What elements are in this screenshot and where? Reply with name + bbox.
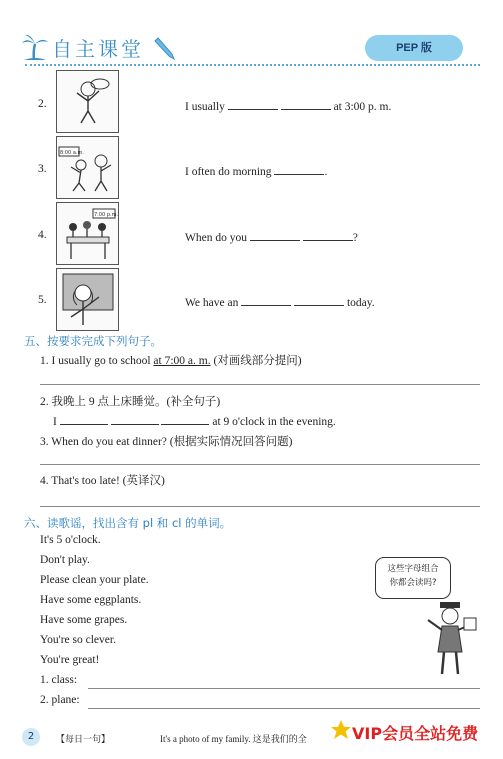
question-2-line: I at 9 o'clock in the evening. — [53, 413, 336, 428]
answer-line — [40, 464, 480, 465]
edition-badge: PEP 版 — [396, 42, 432, 54]
sentence-3: I often do morning . — [185, 163, 327, 178]
watermark: VIP会员全站免费 — [352, 724, 479, 743]
palm-tree-icon — [20, 32, 50, 67]
daily-sentence-label: 【每日一句】 — [56, 735, 111, 745]
question-4: 4. That's too late! (英译汉) — [40, 475, 165, 487]
answer-class-label: 1. class: — [40, 674, 78, 686]
picture-play-ball — [56, 70, 119, 133]
star-icon — [330, 719, 352, 746]
underlined-phrase: at 7:00 a. m. — [153, 355, 211, 367]
song-line: It's 5 o'clock. — [40, 534, 101, 546]
item-number: 4. — [38, 229, 47, 241]
sentence-2: I usually at 3:00 p. m. — [185, 98, 391, 113]
song-line: Have some grapes. — [40, 614, 128, 626]
clock-label: 8:00 a.m. — [60, 150, 84, 156]
song-line: You're so clever. — [40, 634, 116, 646]
answer-line — [88, 708, 480, 709]
page-number: 2 — [27, 731, 35, 742]
song-line: Don't play. — [40, 554, 90, 566]
question-2: 2. 我晚上 9 点上床睡觉。(补全句子) — [40, 396, 221, 408]
answer-line — [88, 688, 480, 689]
item-number: 2. — [38, 98, 47, 110]
picture-english-class — [56, 268, 119, 331]
clock-label: 7:00 p.m. — [94, 212, 118, 218]
sentence-5: We have an today. — [185, 294, 375, 309]
page-section-title: 自主课堂 — [52, 37, 144, 61]
speech-bubble-text: 这些字母组合 你都会读吗? — [387, 564, 439, 588]
teacher-illustration — [420, 600, 480, 683]
answer-plane-label: 2. plane: — [40, 694, 80, 706]
item-number: 5. — [38, 294, 47, 306]
picture-morning-exercises — [56, 136, 119, 199]
section-5-title: 五、按要求完成下列句子。 — [24, 334, 162, 348]
daily-sentence: It's a photo of my family. 这是我们的全 — [160, 734, 307, 744]
song-line: Have some eggplants. — [40, 594, 142, 606]
section-6-title: 六、读歌谣，找出含有 pl 和 cl 的单词。 — [24, 516, 232, 530]
sentence-4: When do you ? — [185, 229, 358, 244]
question-3: 3. When do you eat dinner? (根据实际情况回答问题) — [40, 436, 293, 448]
item-number: 3. — [38, 163, 47, 175]
pencil-icon — [154, 36, 176, 65]
song-line: You're great! — [40, 654, 100, 666]
header-divider — [25, 64, 480, 66]
song-line: Please clean your plate. — [40, 574, 149, 586]
answer-line — [40, 384, 480, 385]
answer-line — [40, 506, 480, 507]
picture-family-dinner — [56, 202, 119, 265]
question-1: 1. I usually go to school at 7:00 a. m. (对画线部分提问) — [40, 355, 302, 367]
